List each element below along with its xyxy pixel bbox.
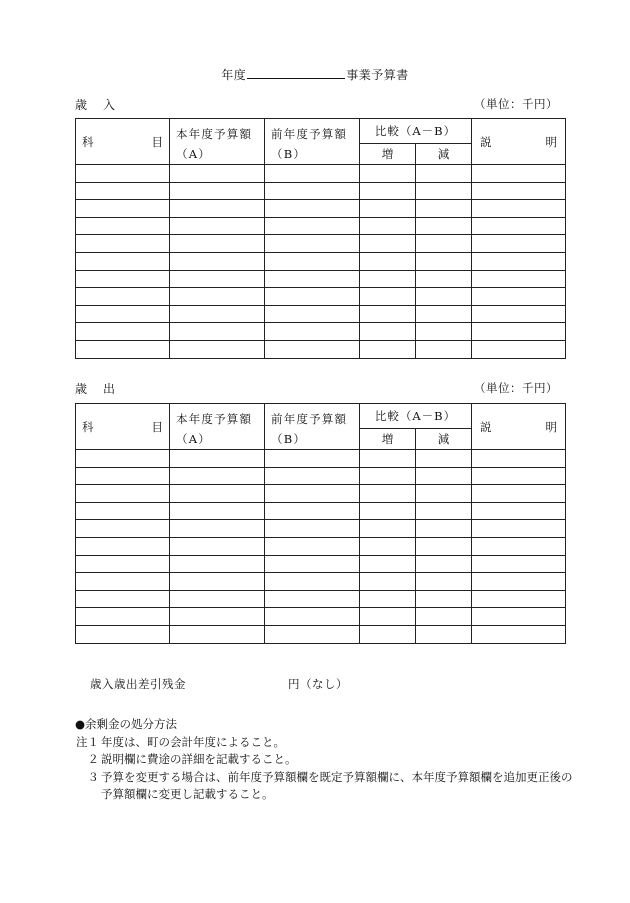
table-row (76, 165, 566, 183)
previous-budget-cell[interactable] (265, 502, 360, 520)
previous-budget-cell[interactable] (265, 305, 360, 323)
balance-line (90, 676, 348, 692)
previous-budget-cell[interactable] (265, 555, 360, 573)
subject-cell[interactable] (76, 305, 170, 323)
previous-budget-cell[interactable] (265, 182, 360, 200)
expenditure-unit-label: （単位：千円） (474, 381, 558, 395)
increase-cell[interactable] (360, 235, 416, 253)
description-cell[interactable] (472, 288, 566, 306)
header-current-budget-line1: 本年度予算額 (176, 412, 253, 426)
note-item (75, 751, 575, 769)
increase-cell[interactable] (360, 323, 416, 341)
decrease-cell[interactable] (416, 555, 472, 573)
previous-budget-cell[interactable] (265, 252, 360, 270)
decrease-cell[interactable] (416, 323, 472, 341)
increase-cell[interactable] (360, 555, 416, 573)
subject-cell[interactable] (76, 450, 170, 468)
header-decrease: 減 (416, 428, 472, 449)
subject-cell[interactable] (76, 485, 170, 503)
table-row (76, 467, 566, 485)
previous-budget-cell[interactable] (265, 217, 360, 235)
previous-budget-cell[interactable] (265, 323, 360, 341)
revenue-unit-label: （単位：千円） (474, 97, 558, 111)
description-cell[interactable] (472, 340, 566, 358)
subject-cell[interactable] (76, 520, 170, 538)
increase-cell[interactable] (360, 450, 416, 468)
increase-cell[interactable] (360, 590, 416, 608)
current-budget-cell[interactable] (170, 450, 265, 468)
description-cell[interactable] (472, 217, 566, 235)
table-row (76, 252, 566, 270)
table-row (76, 305, 566, 323)
current-budget-cell[interactable] (170, 165, 265, 183)
table-row (76, 323, 566, 341)
subject-cell[interactable] (76, 573, 170, 591)
previous-budget-cell[interactable] (265, 537, 360, 555)
previous-budget-cell[interactable] (265, 288, 360, 306)
decrease-cell[interactable] (416, 340, 472, 358)
current-budget-cell[interactable] (170, 625, 265, 643)
increase-cell[interactable] (360, 252, 416, 270)
note-number: 注１ (76, 734, 99, 749)
increase-cell[interactable] (360, 520, 416, 538)
subject-cell[interactable] (76, 217, 170, 235)
header-current-budget (170, 404, 265, 450)
current-budget-cell[interactable] (170, 485, 265, 503)
current-budget-cell[interactable] (170, 235, 265, 253)
header-comparison: 比較（A－B） (360, 119, 472, 144)
subject-cell[interactable] (76, 165, 170, 183)
revenue-table-body (76, 165, 566, 359)
current-budget-cell[interactable] (170, 573, 265, 591)
current-budget-cell[interactable] (170, 288, 265, 306)
current-budget-cell[interactable] (170, 555, 265, 573)
previous-budget-cell[interactable] (265, 450, 360, 468)
current-budget-cell[interactable] (170, 520, 265, 538)
description-cell[interactable] (472, 590, 566, 608)
previous-budget-cell[interactable] (265, 467, 360, 485)
increase-cell[interactable] (360, 573, 416, 591)
previous-budget-cell[interactable] (265, 520, 360, 538)
current-budget-cell[interactable] (170, 340, 265, 358)
increase-cell[interactable] (360, 467, 416, 485)
subject-cell[interactable] (76, 200, 170, 218)
header-previous-budget-line2: （B） (271, 147, 307, 161)
header-previous-budget (265, 404, 360, 450)
header-increase: 増 (360, 143, 416, 164)
balance-label: 歳入歳出差引残金 (90, 677, 186, 691)
decrease-cell[interactable] (416, 217, 472, 235)
table-row (76, 608, 566, 626)
current-budget-cell[interactable] (170, 537, 265, 555)
table-row (76, 485, 566, 503)
subject-cell[interactable] (76, 537, 170, 555)
table-row (76, 200, 566, 218)
subject-cell[interactable] (76, 590, 170, 608)
table-row (76, 590, 566, 608)
previous-budget-cell[interactable] (265, 235, 360, 253)
description-cell[interactable] (472, 182, 566, 200)
current-budget-cell[interactable] (170, 608, 265, 626)
description-cell[interactable] (472, 555, 566, 573)
note-number: ３ (87, 769, 99, 784)
decrease-cell[interactable] (416, 450, 472, 468)
current-budget-cell[interactable] (170, 252, 265, 270)
table-row (76, 288, 566, 306)
header-subject: 科 目 (76, 404, 170, 450)
decrease-cell[interactable] (416, 288, 472, 306)
current-budget-cell[interactable] (170, 323, 265, 341)
title-suffix: 事業予算書 (346, 68, 409, 82)
decrease-cell[interactable] (416, 467, 472, 485)
header-description: 説 明 (472, 404, 566, 450)
header-decrease: 減 (416, 143, 472, 164)
previous-budget-cell[interactable] (265, 625, 360, 643)
description-cell[interactable] (472, 537, 566, 555)
description-cell[interactable] (472, 625, 566, 643)
decrease-cell[interactable] (416, 305, 472, 323)
decrease-cell[interactable] (416, 485, 472, 503)
increase-cell[interactable] (360, 288, 416, 306)
table-row (76, 573, 566, 591)
description-cell[interactable] (472, 252, 566, 270)
previous-budget-cell[interactable] (265, 270, 360, 288)
description-cell[interactable] (472, 305, 566, 323)
decrease-cell[interactable] (416, 590, 472, 608)
increase-cell[interactable] (360, 608, 416, 626)
increase-cell[interactable] (360, 217, 416, 235)
subject-cell[interactable] (76, 323, 170, 341)
revenue-table (75, 118, 566, 359)
previous-budget-cell[interactable] (265, 485, 360, 503)
decrease-cell[interactable] (416, 537, 472, 555)
subject-cell[interactable] (76, 235, 170, 253)
description-cell[interactable] (472, 165, 566, 183)
table-row (76, 217, 566, 235)
table-row (76, 555, 566, 573)
decrease-cell[interactable] (416, 520, 472, 538)
header-previous-budget-line1: 前年度予算額 (271, 127, 348, 141)
current-budget-cell[interactable] (170, 467, 265, 485)
current-budget-cell[interactable] (170, 270, 265, 288)
table-row (76, 270, 566, 288)
notes-block (75, 716, 575, 804)
decrease-cell[interactable] (416, 608, 472, 626)
subject-cell[interactable] (76, 252, 170, 270)
header-current-budget-line1: 本年度予算額 (176, 127, 253, 141)
subject-cell[interactable] (76, 288, 170, 306)
header-comparison: 比較（A－B） (360, 404, 472, 429)
current-budget-cell[interactable] (170, 305, 265, 323)
description-cell[interactable] (472, 502, 566, 520)
description-cell[interactable] (472, 573, 566, 591)
previous-budget-cell[interactable] (265, 608, 360, 626)
balance-value: 円（なし） (288, 677, 348, 691)
increase-cell[interactable] (360, 182, 416, 200)
header-description: 説 明 (472, 119, 566, 165)
year-blank-field[interactable] (247, 68, 345, 79)
subject-cell[interactable] (76, 608, 170, 626)
increase-cell[interactable] (360, 537, 416, 555)
expenditure-table-body (76, 450, 566, 644)
table-row (76, 502, 566, 520)
increase-cell[interactable] (360, 270, 416, 288)
previous-budget-cell[interactable] (265, 340, 360, 358)
table-row (76, 235, 566, 253)
decrease-cell[interactable] (416, 625, 472, 643)
header-previous-budget-line1: 前年度予算額 (271, 412, 348, 426)
subject-cell[interactable] (76, 182, 170, 200)
subject-cell[interactable] (76, 467, 170, 485)
increase-cell[interactable] (360, 305, 416, 323)
subject-cell[interactable] (76, 340, 170, 358)
description-cell[interactable] (472, 323, 566, 341)
previous-budget-cell[interactable] (265, 200, 360, 218)
table-row (76, 537, 566, 555)
table-row (76, 450, 566, 468)
header-subject: 科 目 (76, 119, 170, 165)
description-cell[interactable] (472, 485, 566, 503)
increase-cell[interactable] (360, 485, 416, 503)
description-cell[interactable] (472, 520, 566, 538)
increase-cell[interactable] (360, 200, 416, 218)
surplus-heading: ●余剰金の処分方法 (75, 717, 178, 731)
decrease-cell[interactable] (416, 200, 472, 218)
decrease-cell[interactable] (416, 573, 472, 591)
increase-cell[interactable] (360, 502, 416, 520)
increase-cell[interactable] (360, 625, 416, 643)
previous-budget-cell[interactable] (265, 573, 360, 591)
note-text: 年度は、町の会計年度によること。 (101, 734, 285, 749)
subject-cell[interactable] (76, 625, 170, 643)
revenue-section-label: 歳 入 (75, 98, 118, 112)
description-cell[interactable] (472, 450, 566, 468)
decrease-cell[interactable] (416, 252, 472, 270)
decrease-cell[interactable] (416, 270, 472, 288)
table-row (76, 182, 566, 200)
header-current-budget-line2: （A） (176, 147, 211, 161)
current-budget-cell[interactable] (170, 217, 265, 235)
increase-cell[interactable] (360, 340, 416, 358)
note-text: 説明欄に費途の詳細を記載すること。 (101, 752, 297, 766)
note-item (75, 769, 575, 804)
note-number: ２ (87, 752, 99, 766)
increase-cell[interactable] (360, 165, 416, 183)
current-budget-cell[interactable] (170, 590, 265, 608)
previous-budget-cell[interactable] (265, 590, 360, 608)
header-current-budget-line2: （A） (176, 432, 211, 446)
header-previous-budget (265, 119, 360, 165)
note-text: 予算を変更する場合は、前年度予算額欄を既定予算額欄に、本年度予算額欄を追加更正後の予算額欄に変更し記載すること。 (101, 769, 573, 801)
description-cell[interactable] (472, 467, 566, 485)
table-row (76, 520, 566, 538)
title-prefix: 年度 (221, 68, 247, 82)
document-title (0, 66, 630, 83)
subject-cell[interactable] (76, 502, 170, 520)
decrease-cell[interactable] (416, 502, 472, 520)
decrease-cell[interactable] (416, 182, 472, 200)
subject-cell[interactable] (76, 555, 170, 573)
table-row (76, 625, 566, 643)
description-cell[interactable] (472, 270, 566, 288)
subject-cell[interactable] (76, 270, 170, 288)
description-cell[interactable] (472, 235, 566, 253)
header-previous-budget-line2: （B） (271, 432, 307, 446)
previous-budget-cell[interactable] (265, 165, 360, 183)
current-budget-cell[interactable] (170, 200, 265, 218)
description-cell[interactable] (472, 200, 566, 218)
current-budget-cell[interactable] (170, 182, 265, 200)
decrease-cell[interactable] (416, 235, 472, 253)
note-item (75, 734, 575, 752)
header-increase: 増 (360, 428, 416, 449)
expenditure-table (75, 403, 566, 644)
current-budget-cell[interactable] (170, 502, 265, 520)
description-cell[interactable] (472, 608, 566, 626)
header-current-budget (170, 119, 265, 165)
decrease-cell[interactable] (416, 165, 472, 183)
expenditure-section-label: 歳 出 (75, 382, 118, 396)
table-row (76, 340, 566, 358)
